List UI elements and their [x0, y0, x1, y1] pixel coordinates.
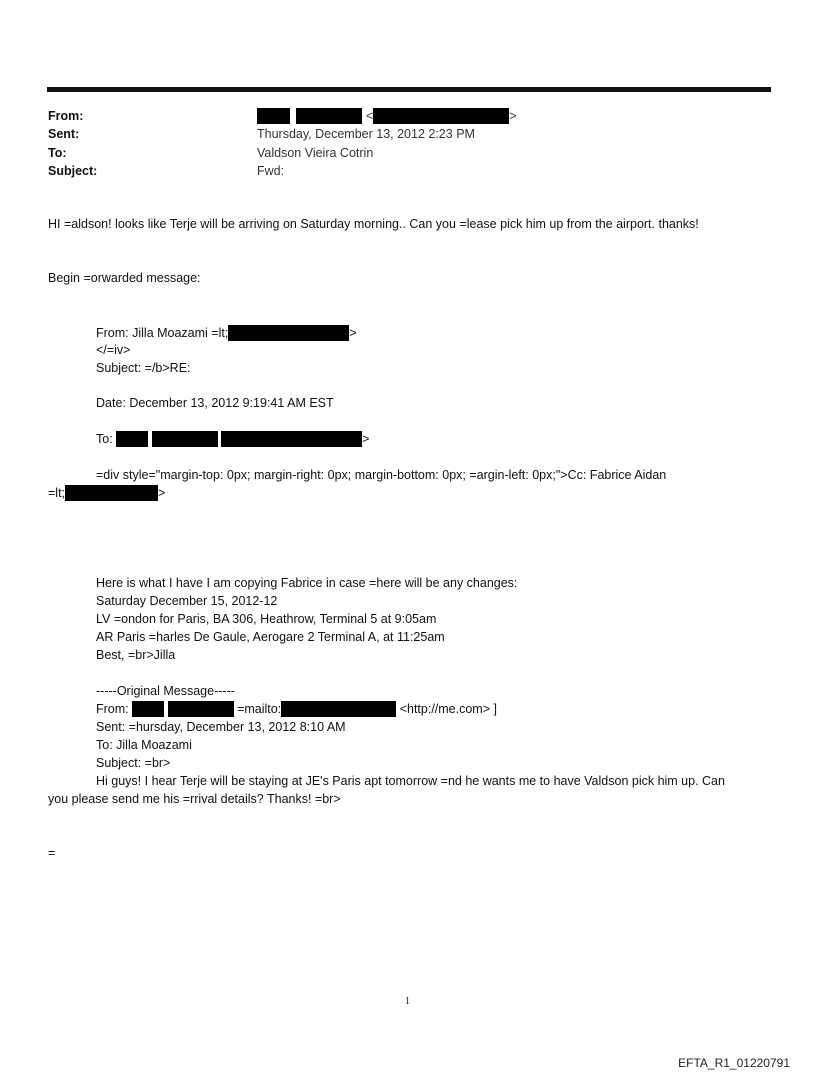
redaction-block [373, 108, 509, 124]
redaction-block [152, 431, 218, 447]
fwd-cc-cont [48, 485, 165, 501]
from-open-bracket: < [365, 109, 374, 123]
reply-line-3: LV =ondon for Paris, BA 306, Heathrow, Terminal 5 at 9:05am [96, 612, 437, 626]
orig-from [96, 701, 497, 717]
fwd-cc-prefix: =lt; [48, 486, 66, 500]
orig-to: To: Jilla Moazami [96, 738, 192, 752]
orig-link: <http://me.com> ] [399, 702, 497, 716]
fwd-date: Date: December 13, 2012 9:19:41 AM EST [96, 396, 334, 410]
orig-body-line-2: you please send me his =rrival details? Thanks! =br> [48, 792, 341, 806]
reply-line-4: AR Paris =harles De Gaule, Aerogare 2 Terminal A, at 11:25am [96, 630, 445, 644]
from-label: From: [48, 109, 84, 123]
to-label: To: [48, 146, 67, 160]
redaction-block [132, 701, 164, 717]
redaction-block [228, 325, 349, 341]
redaction-block [65, 485, 158, 501]
orig-from-label: From: [96, 702, 129, 716]
redaction-block [296, 108, 362, 124]
fwd-to-close: > [362, 432, 370, 446]
sent-label: Sent: [48, 127, 80, 141]
begin-forwarded: Begin =orwarded message: [48, 271, 201, 285]
reply-line-5: Best, =br>Jilla [96, 648, 176, 662]
fwd-from-close: > [349, 326, 357, 340]
page-number: 1 [405, 996, 410, 1007]
subject-label: Subject: [48, 164, 98, 178]
original-message-header: -----Original Message----- [96, 684, 235, 698]
orig-mailto: =mailto: [237, 702, 282, 716]
subject-value: Fwd: [257, 164, 285, 178]
intro-text: HI =aldson! looks like Terje will be arriving on Saturday morning.. Can you =lease pick him up from the airport. thanks! [48, 217, 699, 231]
fwd-from-text: From: Jilla Moazami =lt; [96, 326, 229, 340]
orig-subject: Subject: =br> [96, 756, 171, 770]
redaction-block [168, 701, 234, 717]
from-close-bracket: > [509, 109, 517, 123]
sent-value: Thursday, December 13, 2012 2:23 PM [257, 127, 475, 141]
reply-line-1: Here is what I have I am copying Fabrice in case =here will be any changes: [96, 576, 518, 590]
orig-body-line-1: Hi guys! I hear Terje will be staying at JE's Paris apt tomorrow =nd he wants me to have Valdson pick him up. Can [96, 774, 725, 788]
redaction-block [257, 108, 290, 124]
fwd-subject: Subject: =/b>RE: [96, 361, 191, 375]
orig-sent: Sent: =hursday, December 13, 2012 8:10 AM [96, 720, 346, 734]
fwd-from [96, 325, 357, 341]
fwd-cc-close: > [158, 486, 166, 500]
from-value [257, 108, 517, 124]
document-id: EFTA_R1_01220791 [678, 1056, 790, 1070]
to-value: Valdson Vieira Cotrin [257, 146, 374, 160]
trailing-equals: = [48, 846, 56, 860]
redaction-block [221, 431, 362, 447]
fwd-cc-line: =div style="margin-top: 0px; margin-right: 0px; margin-bottom: 0px; =argin-left: 0px;">Cc: Fabrice Aidan [96, 468, 667, 482]
fwd-to-label: To: [96, 432, 113, 446]
header-rule [47, 87, 771, 92]
reply-line-2: Saturday December 15, 2012-12 [96, 594, 278, 608]
fwd-to [96, 431, 369, 447]
fwd-div: </=iv> [96, 343, 131, 357]
redaction-block [281, 701, 396, 717]
redaction-block [116, 431, 148, 447]
